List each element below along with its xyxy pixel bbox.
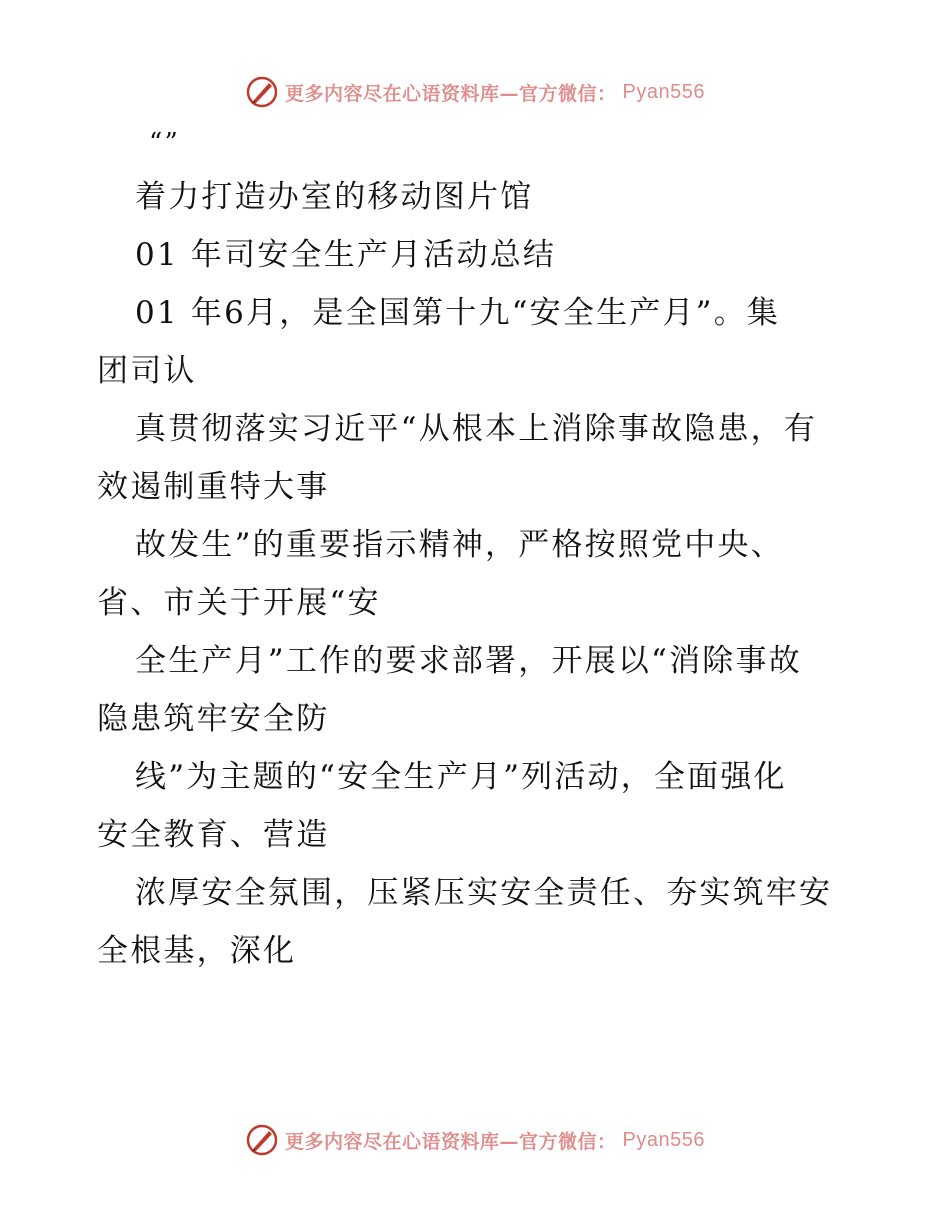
footer-watermark	[0, 1120, 950, 1160]
paragraph-line: 01 年6月，是全国第十九“安全生产月”。集	[135, 295, 781, 331]
paragraph-line: 隐患筑牢安全防	[97, 701, 330, 737]
paragraph-line: 全根基，深化	[97, 933, 297, 969]
watermark-wechat-id: Pyan556	[622, 80, 705, 103]
quill-pen-logo-icon	[245, 1123, 279, 1157]
quote-marks-line: “”	[149, 128, 180, 158]
watermark-text: 更多内容尽在心语资料库—官方微信：	[285, 82, 617, 105]
paragraph-line: 故发生”的重要指示精神，严格按照党中央、	[135, 527, 784, 563]
paragraph-line: 省、市关于开展“安	[97, 585, 381, 621]
document-heading: 着力打造办室的移动图片馆	[135, 179, 534, 215]
paragraph-line: 团司认	[97, 353, 197, 389]
quill-pen-logo-icon	[245, 75, 279, 109]
header-watermark	[0, 72, 950, 112]
paragraph-line: 浓厚安全氛围，压紧压实安全责任、夯实筑牢安	[135, 875, 833, 911]
watermark-text: 更多内容尽在心语资料库—官方微信：	[285, 1130, 617, 1153]
paragraph-line: 真贯彻落实习近平“从根本上消除事故隐患，有	[135, 411, 818, 447]
paragraph-line: 全生产月”工作的要求部署，开展以“消除事故	[135, 643, 802, 679]
document-body	[97, 118, 857, 980]
paragraph-line: 线”为主题的“安全生产月”列活动，全面强化	[135, 759, 787, 795]
watermark-wechat-id: Pyan556	[622, 1128, 705, 1151]
document-title: 01 年司安全生产月活动总结	[135, 237, 557, 273]
paragraph-line: 安全教育、营造	[97, 817, 330, 853]
paragraph-line: 效遏制重特大事	[97, 469, 330, 505]
